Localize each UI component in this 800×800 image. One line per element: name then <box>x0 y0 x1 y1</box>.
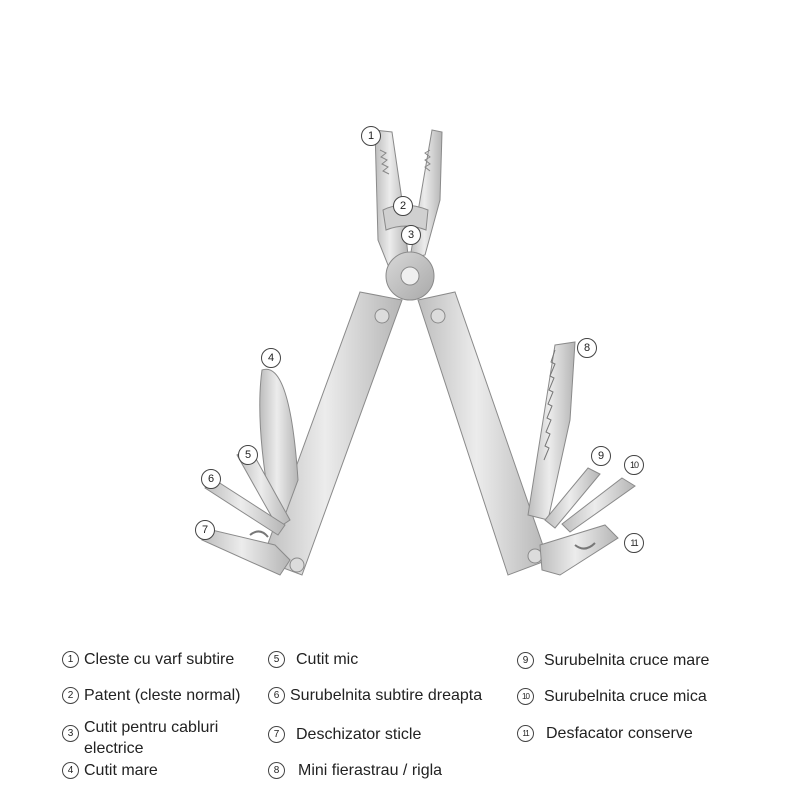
legend-label: Surubelnita cruce mica <box>544 688 707 705</box>
legend-label: Cutit pentru cabluri electrice <box>84 719 219 757</box>
legend-item <box>62 649 234 670</box>
callout-9: 9 <box>591 446 611 466</box>
legend-label: Mini fierastrau / rigla <box>298 762 443 779</box>
legend-number: 9 <box>517 652 534 669</box>
legend-number: 7 <box>268 726 285 743</box>
legend-item <box>517 723 693 744</box>
legend-item <box>268 649 358 670</box>
callout-7: 7 <box>195 520 215 540</box>
right-tools <box>528 342 635 575</box>
legend-number: 4 <box>62 762 79 779</box>
legend-item <box>268 724 421 745</box>
callout-4: 4 <box>261 348 281 368</box>
callout-10: 10 <box>624 455 644 475</box>
legend-label: Desfacator conserve <box>546 725 693 742</box>
callout-8: 8 <box>577 338 597 358</box>
legend-item <box>62 760 158 781</box>
legend-item <box>517 650 709 671</box>
callout-1: 1 <box>361 126 381 146</box>
pliers-jaws <box>375 130 442 300</box>
can-opener <box>540 525 618 575</box>
callout-6: 6 <box>201 469 221 489</box>
legend-number: 5 <box>268 651 285 668</box>
legend-item <box>517 686 707 707</box>
right-handle <box>418 292 548 575</box>
callout-2: 2 <box>393 196 413 216</box>
legend-item <box>62 717 254 759</box>
legend-number: 10 <box>517 688 534 705</box>
legend-label: Cutit mare <box>84 762 158 779</box>
callout-11: 11 <box>624 533 644 553</box>
callout-3: 3 <box>401 225 421 245</box>
legend-number: 6 <box>268 687 285 704</box>
legend-number: 3 <box>62 725 79 742</box>
legend-item <box>62 685 241 706</box>
legend-label: Surubelnita cruce mare <box>544 652 710 669</box>
legend-number: 2 <box>62 687 79 704</box>
legend-number: 8 <box>268 762 285 779</box>
legend-label: Cutit mic <box>296 651 359 668</box>
callout-5: 5 <box>238 445 258 465</box>
legend-label: Patent (cleste normal) <box>84 687 241 704</box>
legend-label: Cleste cu varf subtire <box>84 651 235 668</box>
legend-label: Deschizator sticle <box>296 726 422 743</box>
legend-label: Surubelnita subtire dreapta <box>290 687 483 704</box>
legend-item <box>268 760 442 781</box>
legend-item <box>268 685 482 706</box>
legend-number: 11 <box>517 725 534 742</box>
legend-number: 1 <box>62 651 79 668</box>
